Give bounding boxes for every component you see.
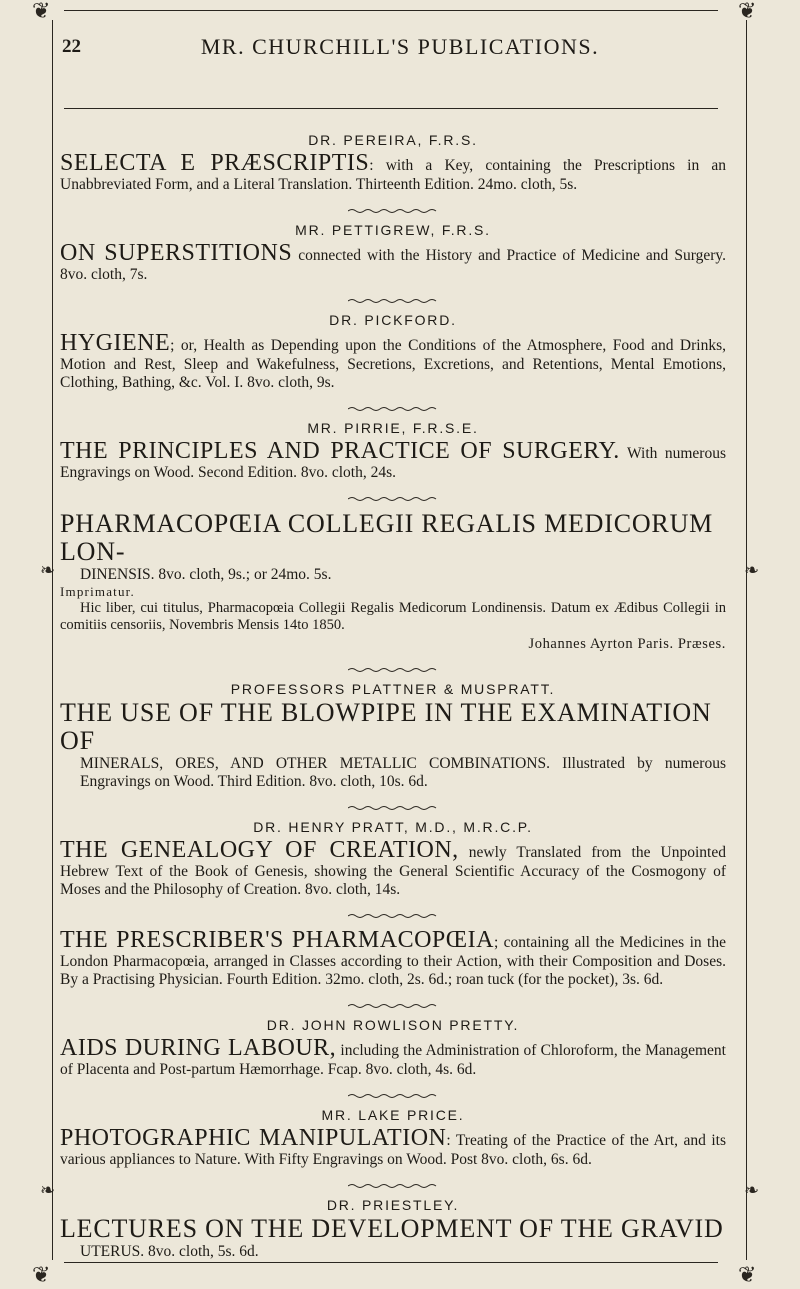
right-border-rule <box>746 20 747 1260</box>
wavy-divider <box>348 406 438 412</box>
imprimatur-heading: Imprimatur. <box>60 584 135 599</box>
entry-author: DR. PRIESTLEY. <box>326 1197 460 1213</box>
entry-text <box>60 1125 726 1169</box>
corner-ornament-icon: ❦ <box>738 1262 757 1287</box>
entry-title: THE USE OF THE BLOWPIPE IN THE EXAMINATION OF <box>60 698 712 755</box>
header-bottom-rule <box>64 108 718 109</box>
entry-author: DR. JOHN ROWLISON PRETTY. <box>266 1017 520 1033</box>
entry-description: connected with the History and Practice of Medicine and Surgery. 8vo. cloth, 7s. <box>60 247 726 283</box>
left-border-rule <box>52 20 53 1260</box>
corner-ornament-icon: ❦ <box>32 0 51 23</box>
entry-text <box>60 240 726 284</box>
imprimatur-signature: Johannes Ayrton Paris. Præses. <box>528 636 726 652</box>
wavy-divider <box>348 1183 438 1189</box>
wavy-divider <box>348 1093 438 1099</box>
entry-description: UTERUS. 8vo. cloth, 5s. 6d. <box>80 1243 259 1260</box>
entry-title: THE PRESCRIBER'S PHARMACOPŒIA <box>60 927 494 953</box>
entry-author: DR. PEREIRA, F.R.S. <box>308 132 478 148</box>
catalogue-entry <box>60 298 726 392</box>
wavy-divider <box>348 913 438 919</box>
entry-title: LECTURES ON THE DEVELOPMENT OF THE GRAVID <box>60 1214 724 1243</box>
entry-author: MR. PETTIGREW, F.R.S. <box>295 222 491 238</box>
entry-description: : with a Key, containing the Prescriptions in an Unabbreviated Form, and a Literal Translation. Thirteenth Edition. 24mo. cloth, 5s. <box>60 157 727 193</box>
entry-title: HYGIENE <box>60 330 171 356</box>
entry-description: MINERALS, ORES, AND OTHER METALLIC COMBINATIONS. Illustrated by numerous Engravings on Wood. Third Edition. 8vo. cloth, 10s. 6d. <box>80 755 726 790</box>
side-ornament-icon: ❧ <box>40 560 56 580</box>
entry-author: DR. PICKFORD. <box>329 312 457 328</box>
entry-title: PHARMACOPŒIA COLLEGII REGALIS MEDICORUM LON- <box>60 509 714 566</box>
entry-author: DR. HENRY PRATT, M.D., M.R.C.P. <box>253 819 533 835</box>
entry-text <box>60 1035 726 1079</box>
entry-description: newly Translated from the Unpointed Hebrew Text of the Book of Genesis, showing the General Scientific Accuracy of the Cosmogony of Moses and the Philosophy of Creation. 8vo. cloth, 14s. <box>60 844 726 898</box>
catalogue-entry <box>60 1183 726 1261</box>
wavy-divider <box>348 805 438 811</box>
entry-description: ; containing all the Medicines in the London Pharmacopœia, arranged in Classes according to their Action, with their Composition and Doses. By a Practising Physician. Fourth Edition. 32mo. cloth, 2s. 6d.; roan tuck (for the pocket), 3s. 6d. <box>60 934 726 988</box>
top-border-rule <box>64 10 718 11</box>
catalogue-entry <box>60 1093 726 1169</box>
entry-title: AIDS DURING LABOUR, <box>60 1035 337 1061</box>
wavy-divider <box>348 496 438 502</box>
catalogue-entry <box>60 132 726 194</box>
entry-text <box>60 150 726 194</box>
corner-ornament-icon: ❦ <box>32 1262 51 1287</box>
entry-description: With numerous Engravings on Wood. Second Edition. 8vo. cloth, 24s. <box>60 445 726 481</box>
entry-title: THE GENEALOGY OF CREATION, <box>60 837 459 863</box>
entry-author: MR. LAKE PRICE. <box>321 1107 465 1123</box>
entry-title: PHOTOGRAPHIC MANIPULATION <box>60 1125 447 1151</box>
entry-author: MR. PIRRIE, F.R.S.E. <box>307 420 479 436</box>
entry-text <box>60 927 726 989</box>
entry-title: SELECTA E PRÆSCRIPTIS <box>60 150 370 176</box>
catalogue-entry <box>60 913 726 989</box>
entry-description: : Treating of the Practice of the Art, and its various appliances to Nature. With Fifty Engravings on Wood. Post 8vo. cloth, 6s. 6d. <box>60 1132 726 1168</box>
entry-author: PROFESSORS PLATTNER & MUSPRATT. <box>230 681 556 697</box>
catalogue-entry <box>60 805 726 899</box>
entry-description: DINENSIS. 8vo. cloth, 9s.; or 24mo. 5s. <box>80 566 332 583</box>
corner-ornament-icon: ❦ <box>738 0 757 23</box>
entry-title: THE PRINCIPLES AND PRACTICE OF SURGERY. <box>60 438 620 464</box>
wavy-divider <box>348 208 438 214</box>
running-title: MR. CHURCHILL'S PUBLICATIONS. <box>200 34 600 59</box>
entry-title: ON SUPERSTITIONS <box>60 240 293 266</box>
catalogue-entry <box>60 667 726 791</box>
catalogue-entry <box>60 208 726 284</box>
catalogue-entry <box>60 406 726 482</box>
catalogue-entry <box>60 1003 726 1079</box>
entry-text <box>60 330 726 392</box>
entry-text <box>60 438 726 482</box>
side-ornament-icon: ❧ <box>40 1180 56 1200</box>
wavy-divider <box>348 1003 438 1009</box>
side-ornament-icon: ❧ <box>744 1180 760 1200</box>
imprimatur-text: Hic liber, cui titulus, Pharmacopœia Collegii Regalis Medicorum Londinensis. Datum ex Ædibus Collegii in comitiis censoriis, Novembris Mensis 14to 1850. <box>60 600 726 633</box>
entry-description: ; or, Health as Depending upon the Conditions of the Atmosphere, Food and Drinks, Motion and Rest, Sleep and Wakefulness, Secretions, Excretions, and Retentions, Mental Emotions, Clothing, Bathing, &c. Vol. I. 8vo. cloth, 9s. <box>60 337 726 391</box>
entry-text <box>60 837 726 899</box>
catalogue-entry <box>60 496 726 653</box>
page-number: 22 <box>62 36 81 57</box>
wavy-divider <box>348 667 438 673</box>
side-ornament-icon: ❧ <box>744 560 760 580</box>
catalogue-list <box>60 132 726 1275</box>
entry-description: including the Administration of Chloroform, the Management of Placenta and Post-partum Hæmorrhage. Fcap. 8vo. cloth, 4s. 6d. <box>60 1042 726 1078</box>
wavy-divider <box>348 298 438 304</box>
